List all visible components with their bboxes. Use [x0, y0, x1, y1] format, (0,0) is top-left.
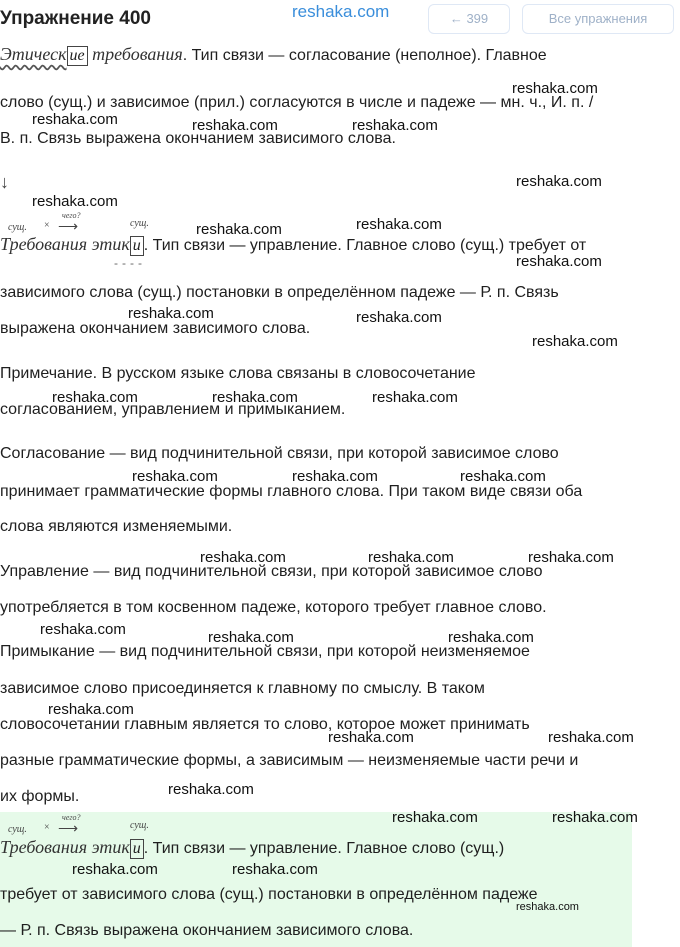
- watermark: reshaka.com: [528, 549, 614, 566]
- watermark: reshaka.com: [328, 729, 414, 746]
- block2-phrase-a: Требования этик: [0, 234, 130, 254]
- note-line-12: их формы.: [0, 788, 80, 805]
- block1-line1-text: . Тип связи — согласование (неполное). Главное: [182, 47, 547, 64]
- block3-arrow-icon: ⟶: [58, 822, 79, 837]
- block3-line2: требует от зависимого слова (сущ.) постановки в определённом падеже: [0, 886, 538, 903]
- watermark: reshaka.com: [372, 389, 458, 406]
- watermark: reshaka.com: [356, 216, 442, 233]
- watermark: reshaka.com: [516, 901, 579, 913]
- note-line-2: согласованием, управлением и примыканием.: [0, 401, 346, 418]
- watermark: reshaka.com: [460, 468, 546, 485]
- block3-mark-noun2: сущ.: [130, 820, 149, 831]
- block2-arrow-icon: ⟶: [58, 220, 79, 235]
- watermark: reshaka.com: [292, 468, 378, 485]
- watermark: reshaka.com: [516, 253, 602, 270]
- block2-dashed-underline: ----: [114, 256, 146, 270]
- watermark: reshaka.com: [548, 729, 634, 746]
- watermark: reshaka.com: [516, 173, 602, 190]
- block2-line2: зависимого слова (сущ.) постановки в определённом падеже — Р. п. Связь: [0, 284, 559, 301]
- block2-cross-icon: ×: [44, 220, 50, 231]
- all-exercises-button[interactable]: Все упражнения: [522, 4, 674, 34]
- watermark: reshaka.com: [212, 389, 298, 406]
- site-logo[interactable]: reshaka.com: [292, 2, 390, 21]
- page-title: Упражнение 400: [0, 8, 151, 29]
- watermark: reshaka.com: [392, 809, 478, 826]
- note-line-7: употребляется в том косвенном падеже, которого требует главное слово.: [0, 599, 547, 616]
- watermark: reshaka.com: [32, 193, 118, 210]
- block3-mark-noun1: сущ.: [8, 824, 27, 835]
- block2-mark-question: чего?: [62, 211, 81, 220]
- block2-ending-box: и: [130, 236, 144, 256]
- block1-phrase-a: Этическ: [0, 44, 67, 64]
- watermark: reshaka.com: [128, 305, 214, 322]
- block3-cross-icon: ×: [44, 822, 50, 833]
- watermark: reshaka.com: [168, 781, 254, 798]
- watermark: reshaka.com: [352, 117, 438, 134]
- watermark: reshaka.com: [132, 468, 218, 485]
- watermark: reshaka.com: [40, 621, 126, 638]
- block2-line1-text: . Тип связи — управление. Главное слово (сущ.) требует от: [143, 237, 587, 254]
- block3-mark-question: чего?: [62, 813, 81, 822]
- note-line-3: Согласование — вид подчинительной связи, при которой зависимое слово: [0, 445, 559, 462]
- block1-line2: слово (сущ.) и зависимое (прил.) согласуются в числе и падеже — мн. ч., И. п. /: [0, 94, 594, 111]
- watermark: reshaka.com: [356, 309, 442, 326]
- watermark: reshaka.com: [512, 80, 598, 97]
- note-line-1: Примечание. В русском языке слова связаны в словосочетание: [0, 365, 476, 382]
- watermark: reshaka.com: [196, 221, 282, 238]
- block1-phrase-b: требования: [87, 44, 183, 64]
- note-line-8: Примыкание — вид подчинительной связи, при которой неизменяемое: [0, 643, 530, 660]
- block2-mark-noun2: сущ.: [130, 218, 149, 229]
- note-line-4: принимает грамматические формы главного слова. При таком виде связи оба: [0, 483, 583, 500]
- watermark: reshaka.com: [52, 389, 138, 406]
- block2-line3: выражена окончанием зависимого слова.: [0, 320, 311, 337]
- watermark: reshaka.com: [32, 111, 118, 128]
- watermark: reshaka.com: [48, 701, 134, 718]
- block3-phrase-a: Требования этик: [0, 837, 130, 857]
- block1-line3: В. п. Связь выражена окончанием зависимого слова.: [0, 130, 396, 147]
- block3-line3: — Р. п. Связь выражена окончанием зависимого слова.: [0, 922, 414, 939]
- note-line-6: Управление — вид подчинительной связи, при которой зависимое слово: [0, 563, 543, 580]
- watermark: reshaka.com: [192, 117, 278, 134]
- watermark: reshaka.com: [448, 629, 534, 646]
- block3-line1-text: . Тип связи — управление. Главное слово (сущ.): [143, 840, 505, 857]
- block1-line1: [0, 44, 547, 66]
- block3-ending-box: и: [130, 839, 144, 859]
- prev-exercise-button[interactable]: ← 399: [428, 4, 510, 34]
- watermark: reshaka.com: [208, 629, 294, 646]
- watermark: reshaka.com: [72, 861, 158, 878]
- watermark: reshaka.com: [552, 809, 638, 826]
- note-line-11: разные грамматические формы, а зависимым — неизменяемые части речи и: [0, 752, 579, 769]
- block2-line1: [0, 234, 586, 256]
- block3-line1: [0, 837, 504, 859]
- down-arrow-icon: ↓: [0, 172, 9, 192]
- note-line-9: зависимое слово присоединяется к главному по смыслу. В таком: [0, 680, 485, 697]
- watermark: reshaka.com: [532, 333, 618, 350]
- watermark: reshaka.com: [232, 861, 318, 878]
- block2-mark-noun1: сущ.: [8, 222, 27, 233]
- watermark: reshaka.com: [368, 549, 454, 566]
- block1-ending-box: ие: [67, 46, 88, 66]
- note-line-5: слова являются изменяемыми.: [0, 518, 233, 535]
- note-line-10: словосочетании главным является то слово, которое может принимать: [0, 716, 530, 733]
- watermark: reshaka.com: [200, 549, 286, 566]
